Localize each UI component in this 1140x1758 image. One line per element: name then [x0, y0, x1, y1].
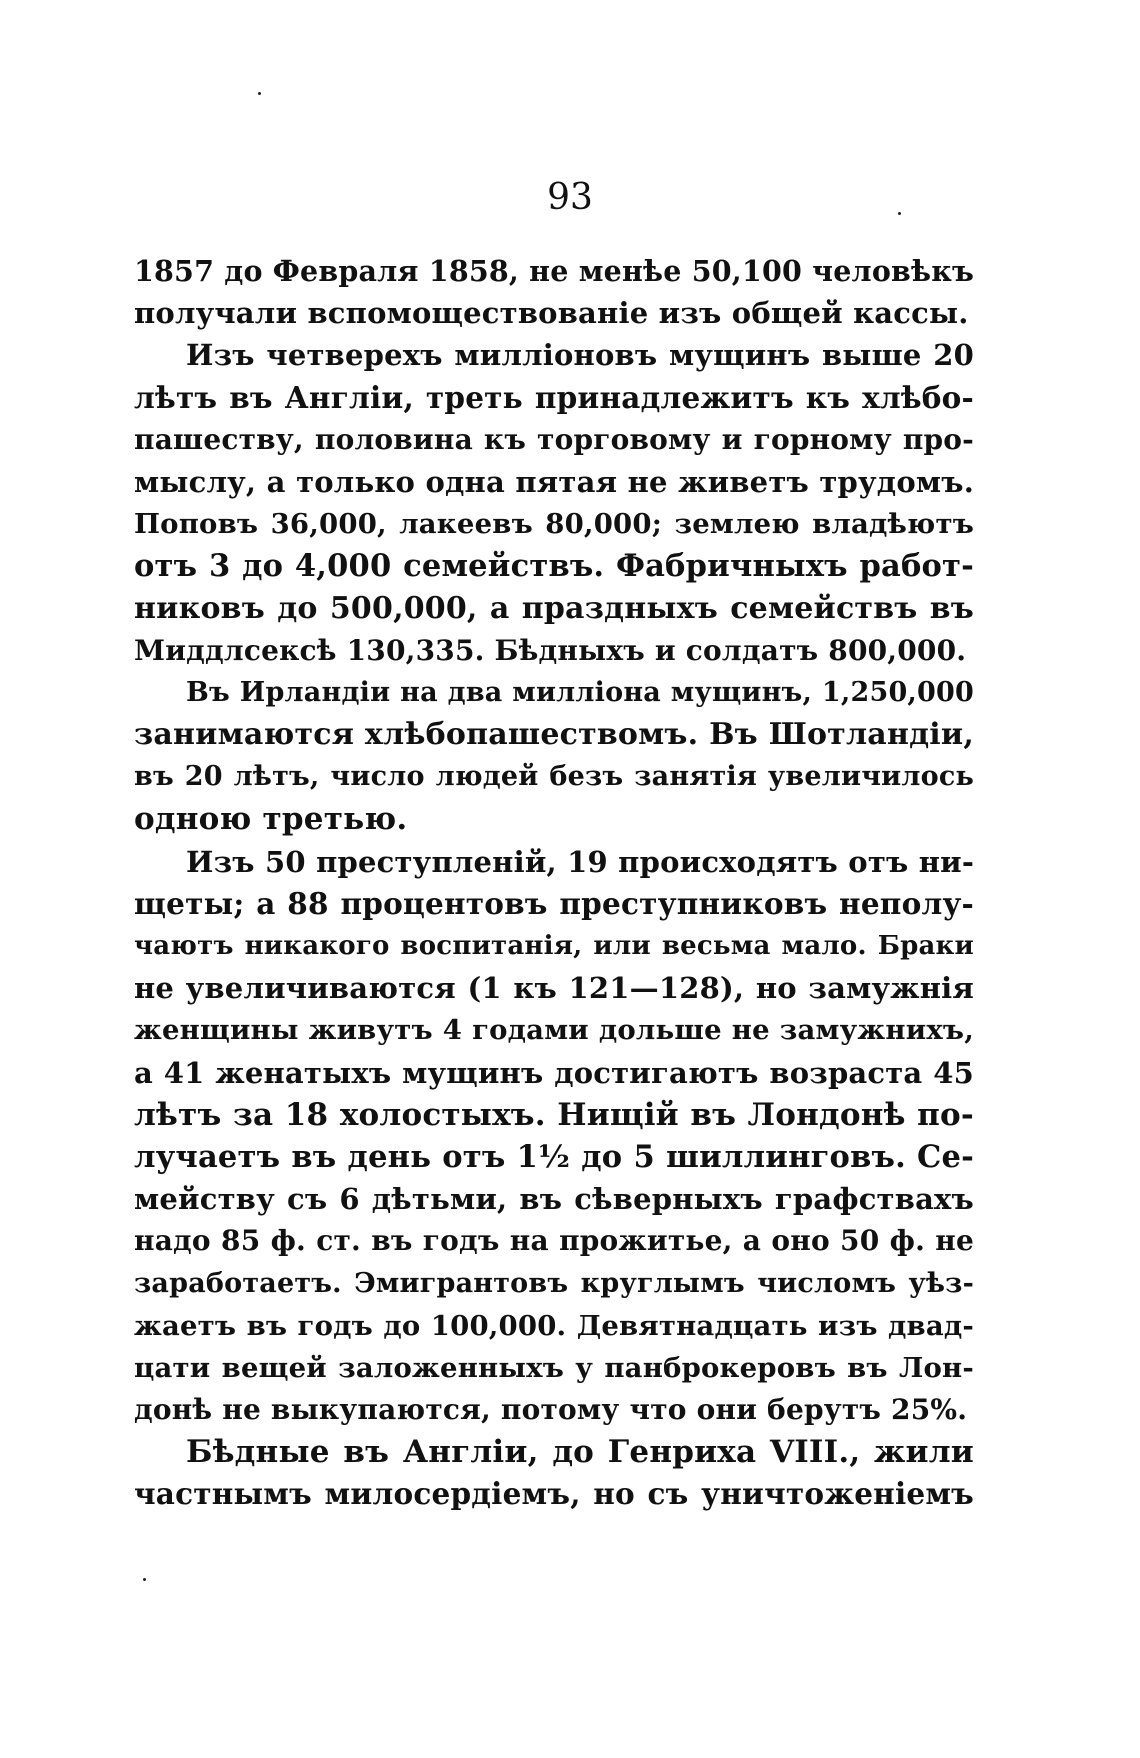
- text-line: Поповъ 36,000, лакеевъ 80,000; землею владѣютъ: [134, 508, 974, 541]
- text-line: въ 20 лѣтъ, число людей безъ занятія увеличилось: [134, 761, 974, 793]
- print-speck: [143, 1578, 146, 1581]
- text-line: жаетъ въ годъ до 100,000. Девятнадцать изъ двад-: [134, 1309, 974, 1342]
- text-line: чаютъ никакого воспитанія, или весьма мало. Браки: [134, 931, 974, 961]
- text-line: женщины живутъ 4 годами дольше не замужнихъ,: [134, 1014, 974, 1047]
- text-line: занимаются хлѣбопашествомъ. Въ Шотландіи,: [134, 717, 974, 753]
- text-line: отъ 3 до 4,000 семействъ. Фабричныхъ работ-: [134, 548, 974, 585]
- body-text: [134, 250, 974, 1516]
- text-line: мыслу, а только одна пятая не живетъ трудомъ.: [134, 464, 974, 499]
- text-line: лѣтъ въ Англіи, треть принадлежитъ къ хлѣбо-: [134, 379, 974, 415]
- print-speck: [898, 212, 901, 215]
- text-line: пашеству, половина къ торговому и горному про-: [134, 422, 974, 456]
- text-line: а 41 женатыхъ мущинъ достигаютъ возраста 45: [134, 1055, 974, 1090]
- text-line: заработаетъ. Эмигрантовъ круглымъ числомъ уѣз-: [134, 1267, 974, 1299]
- text-line: Изъ четверехъ милліоновъ мущинъ выше 20: [186, 338, 974, 373]
- text-line: Бѣдные въ Англіи, до Генриха VIII., жили: [186, 1434, 974, 1471]
- text-line: Изъ 50 преступленій, 19 происходятъ отъ ни-: [186, 844, 975, 879]
- text-line: щеты; а 88 процентовъ преступниковъ неполу-: [134, 885, 974, 921]
- print-speck: [258, 92, 261, 95]
- text-line: лѣтъ за 18 холостыхъ. Нищій въ Лондонѣ по-: [134, 1096, 974, 1133]
- text-line: цати вещей заложенныхъ у панброкеровъ въ Лон-: [134, 1351, 974, 1384]
- text-line: Въ Ирландіи на два милліона мущинъ, 1,250,000: [186, 676, 974, 708]
- text-line: мейству съ 6 дѣтьми, въ сѣверныхъ графствахъ: [134, 1182, 974, 1217]
- text-line: получали вспомоществованіе изъ общей кассы.: [134, 296, 969, 331]
- text-line: 1857 до Февраля 1858, не менѣе 50,100 человѣкъ: [134, 254, 975, 288]
- text-line: Миддлсексѣ 130,335. Бѣдныхъ и солдатъ 800,000.: [134, 633, 967, 667]
- text-line: донѣ не выкупаются, потому что они берутъ 25%.: [134, 1393, 968, 1427]
- text-line: надо 85 ф. ст. въ годъ на прожитье, а оно 50 ф. не: [134, 1224, 974, 1258]
- text-line: никовъ до 500,000, а праздныхъ семействъ въ: [134, 590, 974, 626]
- page-number: 93: [547, 177, 593, 218]
- text-line: одною третью.: [134, 801, 408, 838]
- text-line: лучаетъ въ день отъ 1½ до 5 шиллинговъ. Се-: [134, 1138, 974, 1175]
- text-line: не увеличиваются (1 къ 121—128), но замужнія: [134, 971, 974, 1006]
- text-line: частнымъ милосердіемъ, но съ уничтоженіемъ: [134, 1476, 974, 1512]
